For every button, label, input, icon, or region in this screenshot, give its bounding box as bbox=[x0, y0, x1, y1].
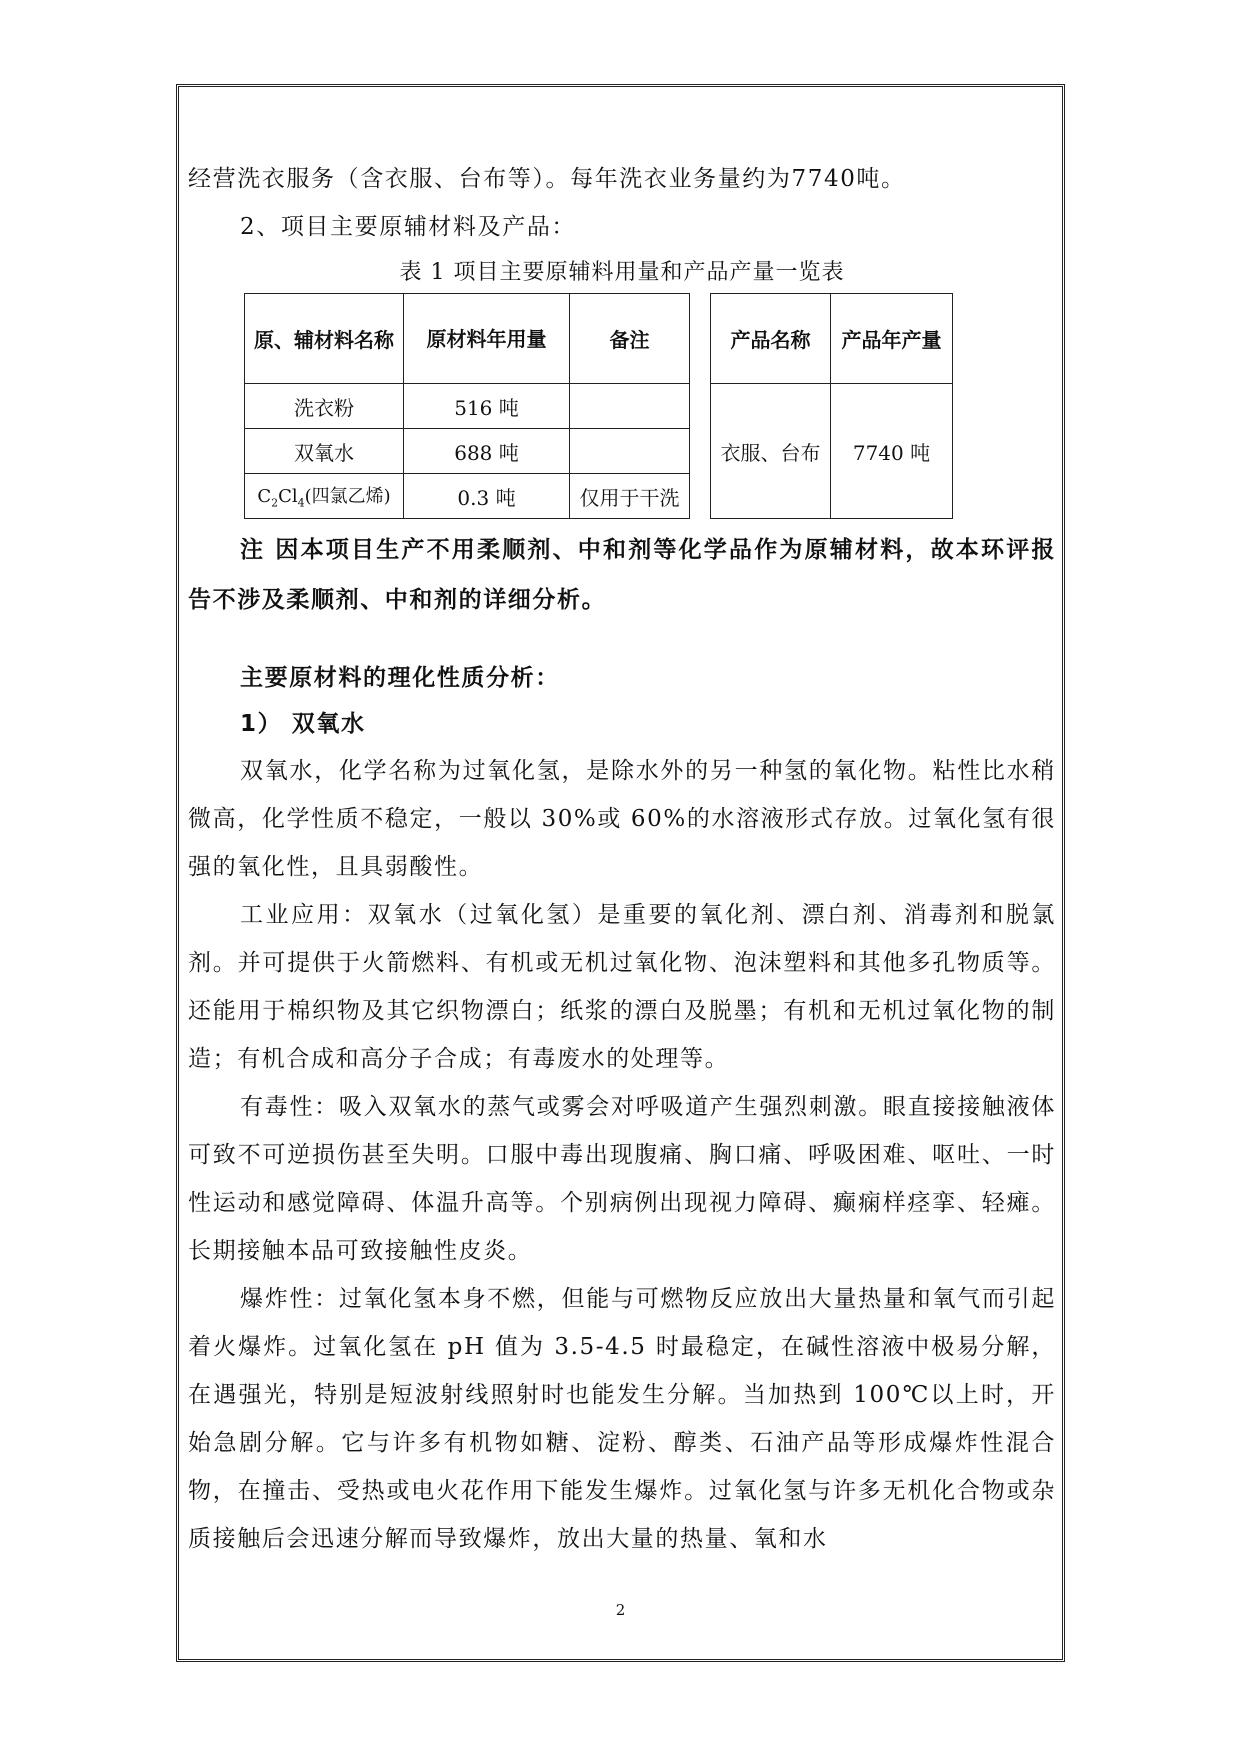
header-annual-use: 原材料年用量 bbox=[404, 294, 570, 384]
material-remark: 仅用于干洗 bbox=[570, 474, 690, 519]
header-material-name: 原、辅材料名称 bbox=[245, 294, 404, 384]
paragraph-2: 工业应用：双氧水（过氧化氢）是重要的氧化剂、漂白剂、消毒剂和脱氯剂。并可提供于火箭燃料、有机或无机过氧化物、泡沫塑料和其他多孔物质等。还能用于棉织物及其它织物漂白；纸浆的漂白及脱墨；有机和无机过氧化物的制造；有机合成和高分子合成；有毒废水的处理等。 bbox=[188, 902, 1056, 1072]
header-product-output: 产品年产量 bbox=[831, 294, 953, 384]
paragraph-4: 爆炸性：过氧化氢本身不燃，但能与可燃物反应放出大量热量和氧气而引起着火爆炸。过氧化氢在 pH 值为 3.5-4.5 时最稳定，在碱性溶液中极易分解，在遇强光，特别是短波射线照射时也能发生分解。当加热到 100℃以上时，开始急剧分解。它与许多有机物如糖、淀粉、醇类、石油产品等形成爆炸性混合物，在撞击、受热或电火花作用下能发生爆炸。过氧化氢与许多无机化合物或杂质接触后会迅速分解而导致爆炸，放出大量的热量、氧和水 bbox=[188, 1286, 1056, 1552]
table-row bbox=[245, 384, 953, 429]
analysis-title: 主要原材料的理化性质分析： bbox=[240, 665, 560, 691]
table-caption: 表 1 项目主要原辅料用量和产品产量一览表 bbox=[399, 260, 845, 285]
paragraph-1: 双氧水，化学名称为过氧化氢，是除水外的另一种氢的氧化物。粘性比水稍微高，化学性质不稳定，一般以 30%或 60%的水溶液形式存放。过氧化氢有很强的氧化性，且具弱酸性。 bbox=[188, 758, 1056, 880]
subsection-title: 1） 双氧水 bbox=[240, 711, 366, 737]
material-amount: 0.3 吨 bbox=[404, 474, 570, 519]
page-number: 2 bbox=[615, 1601, 626, 1619]
paragraph-3: 有毒性：吸入双氧水的蒸气或雾会对呼吸道产生强烈刺激。眼直接接触液体可致不可逆损伤甚至失明。口服中毒出现腹痛、胸口痛、呼吸困难、呕吐、一时性运动和感觉障碍、体温升高等。个别病例出现视力障碍、癫痫样痉挛、轻瘫。长期接触本品可致接触性皮炎。 bbox=[188, 1094, 1056, 1264]
material-name: 洗衣粉 bbox=[245, 384, 404, 429]
section2-title: 2、项目主要原辅材料及产品： bbox=[240, 214, 577, 240]
note: 注 因本项目生产不用柔顺剂、中和剂等化学品作为原辅材料，故本环评报告不涉及柔顺剂、中和剂的详细分析。 bbox=[188, 537, 1056, 613]
material-remark bbox=[570, 384, 690, 429]
material-remark bbox=[570, 429, 690, 474]
header-remark: 备注 bbox=[570, 294, 690, 384]
material-name: 双氧水 bbox=[245, 429, 404, 474]
product-name: 衣服、台布 bbox=[711, 384, 831, 519]
intro-line: 经营洗衣服务（含衣服、台布等）。每年洗衣业务量约为7740吨。 bbox=[188, 166, 906, 192]
product-output: 7740 吨 bbox=[831, 384, 953, 519]
spacer bbox=[188, 625, 1056, 655]
material-amount: 688 吨 bbox=[404, 429, 570, 474]
material-amount: 516 吨 bbox=[404, 384, 570, 429]
material-name-formula: $C_2Cl_4$(四氯乙烯) bbox=[245, 474, 404, 519]
document-body bbox=[188, 155, 1056, 1563]
header-product-name: 产品名称 bbox=[711, 294, 831, 384]
table-gap bbox=[690, 294, 711, 519]
materials-table bbox=[244, 293, 953, 519]
